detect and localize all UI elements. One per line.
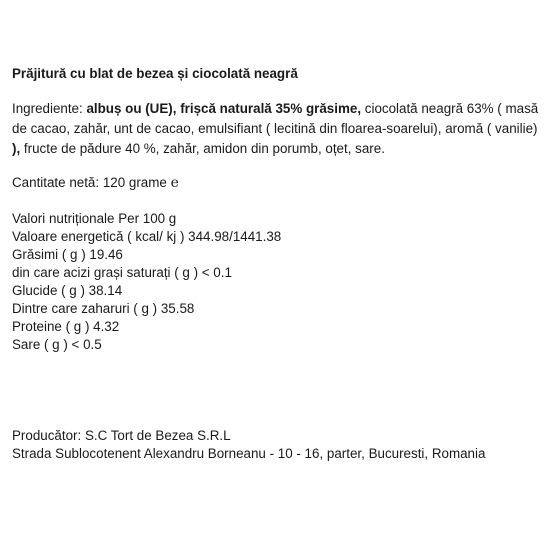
nutrition-row-carbs: Glucide ( g ) 38.14	[12, 283, 123, 298]
product-title: Prăjitură cu blat de bezea și ciocolată neagră	[12, 66, 298, 81]
nutrition-row-energy: Valoare energetică ( kcal/ kj ) 344.98/1441.38	[12, 229, 282, 244]
net-quantity-label: Cantitate netă: 120 grame	[12, 175, 167, 190]
producer-address: Strada Sublocotenent Alexandru Borneanu - 10 - 16, parter, Bucuresti, Romania	[12, 446, 486, 461]
ingredients-text-2: fructe de pădure 40 %, zahăr, amidon din porumb, oțet, sare.	[20, 141, 385, 156]
ingredients-text-1: ciocolată neagră 63% ( masă de cacao, zahăr, unt de cacao, emulsifiant ( lecitină din floarea-soarelui), aromă ( vanilie)	[12, 101, 539, 136]
nutrition-row-salt: Sare ( g ) < 0.5	[12, 337, 102, 352]
ingredients-bold-2: ),	[12, 141, 21, 156]
ingredients-label: Ingrediente:	[12, 101, 87, 116]
estimated-sign: e	[170, 175, 179, 191]
nutrition-row-fat: Grăsimi ( g ) 19.46	[12, 247, 123, 262]
producer-name: Producător: S.C Tort de Bezea S.R.L	[12, 428, 231, 443]
ingredients-bold-1: albuș ou (UE), frișcă naturală 35% grăsime,	[86, 101, 362, 116]
nutrition-row-protein: Proteine ( g ) 4.32	[12, 319, 120, 334]
nutrition-row-sugars: Dintre care zaharuri ( g ) 35.58	[12, 301, 195, 316]
nutrition-row-saturated: din care acizi grași saturați ( g ) < 0.1	[12, 265, 232, 280]
ingredients-text	[12, 99, 542, 159]
net-quantity	[12, 174, 179, 192]
nutrition-heading: Valori nutriționale Per 100 g	[12, 211, 177, 226]
